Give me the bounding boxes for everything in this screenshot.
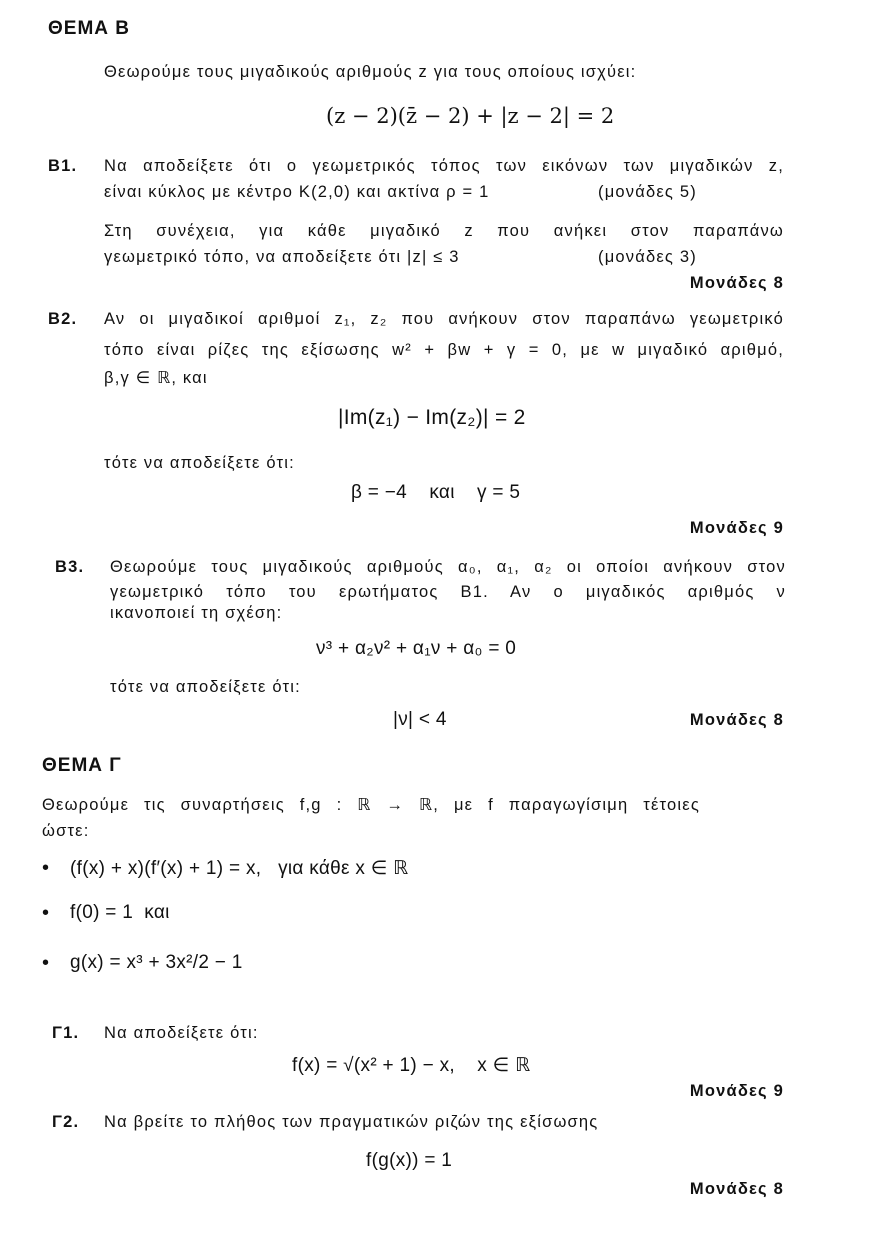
b2-equation: |Im(z₁) − Im(z₂)| = 2 (338, 406, 526, 429)
g1-equation: f(x) = √(x² + 1) − x, x ∈ ℝ (292, 1055, 531, 1076)
theme-b-heading: ΘΕΜΑ Β (48, 18, 130, 39)
b3-line2: γεωμετρικό τόπο του ερωτήματος Β1. Αν ο μιγαδικός αριθμός ν (110, 583, 786, 601)
b1-line2-marks: (μονάδες 5) (598, 183, 697, 201)
g2-marks: Μονάδες 8 (689, 1180, 784, 1198)
b3-line3: ικανοποιεί τη σχέση: (110, 604, 283, 622)
b3-marks: Μονάδες 8 (689, 711, 784, 729)
theme-c-intro-line2: ώστε: (42, 822, 90, 840)
g2-text: Να βρείτε το πλήθος των πραγματικών ριζών της εξίσωσης (104, 1113, 599, 1131)
g2-label: Γ2. (52, 1113, 80, 1131)
b2-line1: Αν οι μιγαδικοί αριθμοί z₁, z₂ που ανήκουν στον παραπάνω γεωμετρικό (104, 310, 784, 328)
b1-line3: Στη συνέχεια, για κάθε μιγαδικό z που ανήκει στον παραπάνω (104, 222, 784, 240)
g2-equation: f(g(x)) = 1 (366, 1150, 453, 1171)
b1-line4-marks: (μονάδες 3) (598, 248, 697, 266)
b1-label: Β1. (48, 157, 78, 175)
theme-b-intro: Θεωρούμε τους μιγαδικούς αριθμούς z για τους οποίους ισχύει: (104, 63, 637, 81)
b2-result: β = −4 και γ = 5 (351, 482, 521, 503)
b3-label: Β3. (55, 558, 85, 576)
b1-line1: Να αποδείξετε ότι ο γεωμετρικός τόπος των εικόνων των μιγαδικών z, (104, 157, 784, 175)
bullet-2: f(0) = 1 και (70, 902, 170, 923)
b1-line2: είναι κύκλος με κέντρο K(2,0) και ακτίνα ρ = 1 (104, 183, 490, 201)
bullet-3: g(x) = x³ + 3x²/2 − 1 (70, 952, 243, 973)
b3-then: τότε να αποδείξετε ότι: (110, 678, 301, 696)
b2-line3: β,γ ∈ ℝ, και (104, 369, 208, 387)
bullet-1-dot: • (42, 857, 50, 879)
b1-line4: γεωμετρικό τόπο, να αποδείξετε ότι |z| ≤ 3 (104, 248, 460, 266)
bullet-3-dot: • (42, 952, 50, 974)
g1-label: Γ1. (52, 1024, 80, 1042)
b2-line2: τόπο είναι ρίζες της εξίσωσης w² + βw + γ = 0, με w μιγαδικό αριθμό, (104, 341, 784, 359)
theme-b-main-equation: (z − 2)(z̄ − 2) + |z − 2| = 2 (326, 104, 615, 128)
b3-equation: ν³ + α₂ν² + α₁ν + α₀ = 0 (316, 638, 517, 659)
b1-marks: Μονάδες 8 (689, 274, 784, 292)
b2-then: τότε να αποδείξετε ότι: (104, 454, 295, 472)
g1-text: Να αποδείξετε ότι: (104, 1024, 259, 1042)
bullet-2-dot: • (42, 902, 50, 924)
b2-label: Β2. (48, 310, 78, 328)
b3-result: |ν| < 4 (393, 709, 447, 730)
g1-marks: Μονάδες 9 (689, 1082, 784, 1100)
theme-c-intro-line1: Θεωρούμε τις συναρτήσεις f,g : ℝ → ℝ, με f παραγωγίσιμη τέτοιες (42, 796, 700, 814)
bullet-1: (f(x) + x)(f′(x) + 1) = x, για κάθε x ∈ ℝ (70, 858, 409, 879)
theme-c-heading: ΘΕΜΑ Γ (42, 755, 122, 776)
b3-line1: Θεωρούμε τους μιγαδικούς αριθμούς α₀, α₁, α₂ οι οποίοι ανήκουν στον (110, 558, 786, 576)
b2-marks: Μονάδες 9 (689, 519, 784, 537)
